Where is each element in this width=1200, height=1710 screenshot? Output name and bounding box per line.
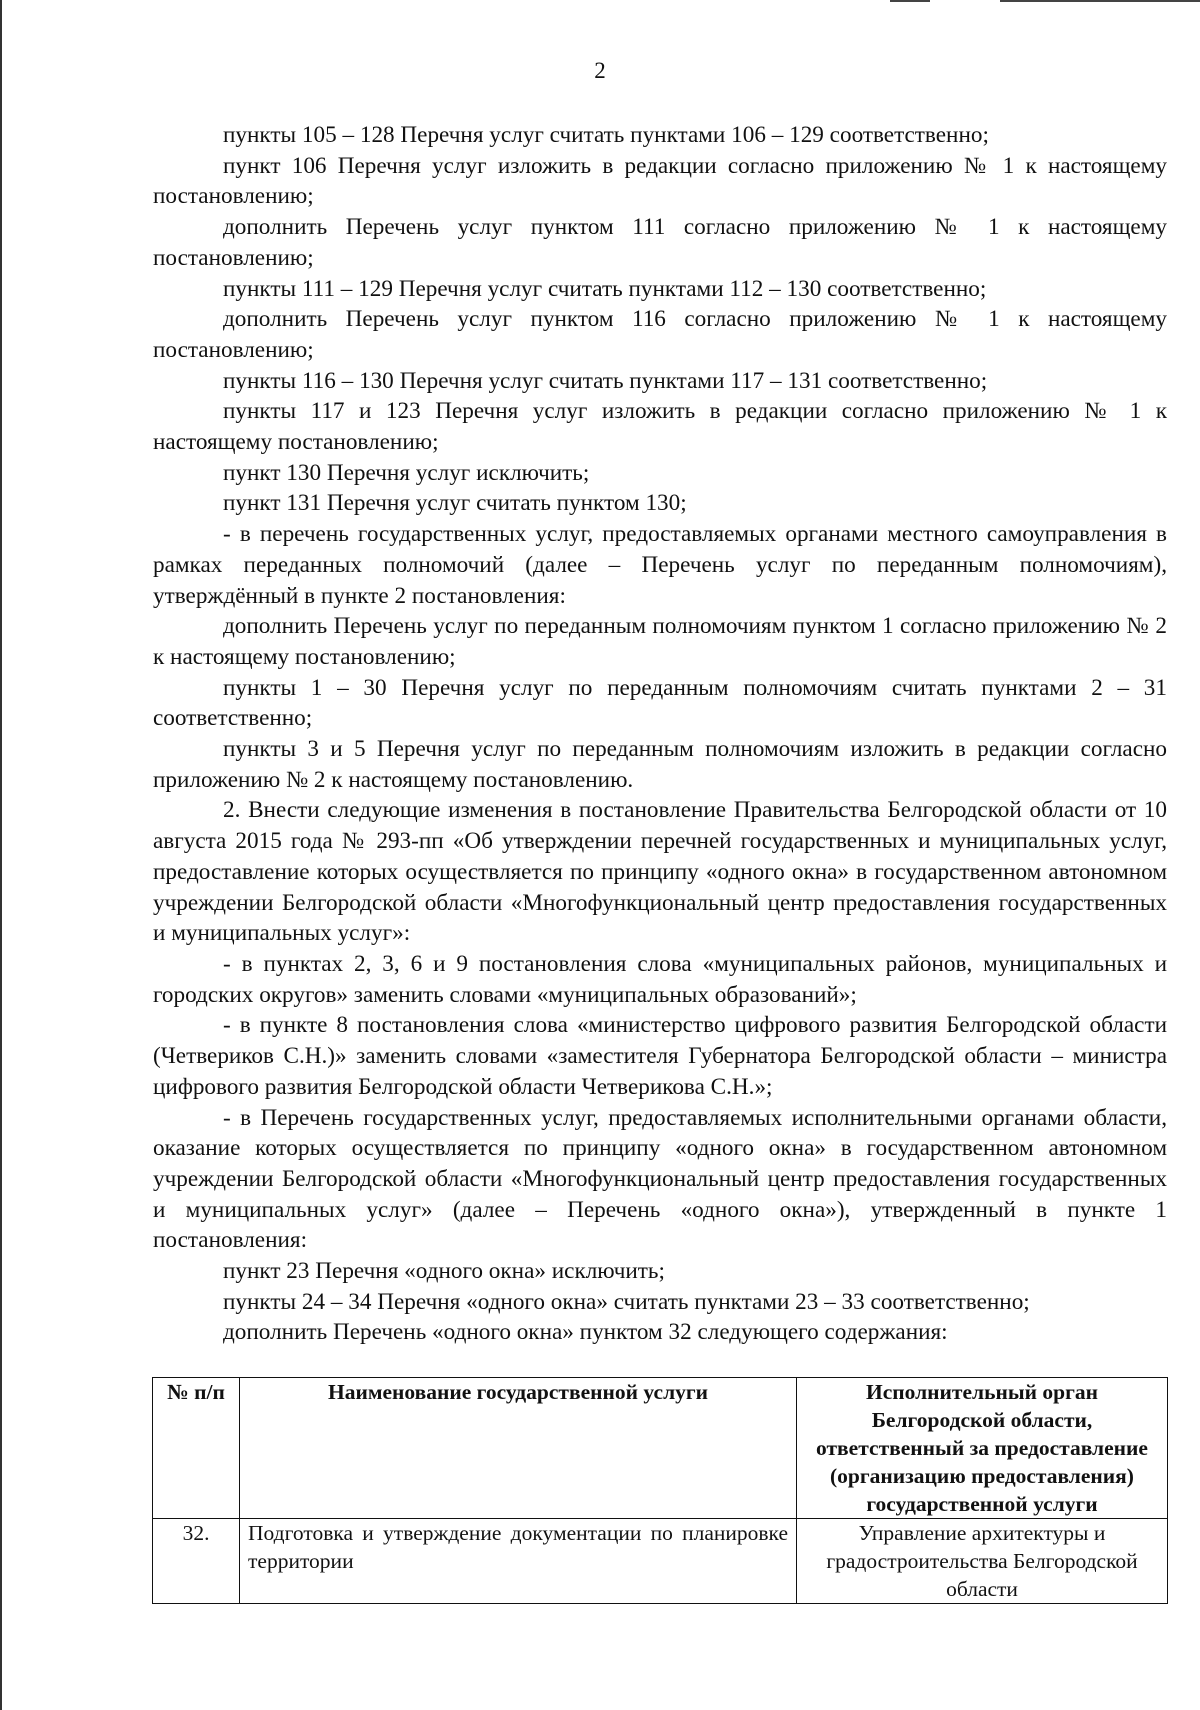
paragraph: пункт 23 Перечня «одного окна» исключить; <box>223 1258 665 1285</box>
paragraph: дополнить Перечень услуг по переданным полномочиям пунктом 1 согласно приложению № 2 к настоящему постановлению; <box>153 613 1167 670</box>
paragraph: пункты 117 и 123 Перечня услуг изложить в редакции согласно приложению № 1 к настоящему постановлению; <box>153 398 1167 456</box>
paragraph: пункты 105 – 128 Перечня услуг считать пунктами 106 – 129 соответственно; <box>223 122 989 148</box>
header-number: № п/п <box>153 1378 240 1519</box>
paragraph: - в пункте 8 постановления слова «министерство цифрового развития Белгородской области (Четвериков С.Н.)» заменить словами «заместителя Губернатора Белгородской области – министра цифрового развития Белгородской области Четверикова С.Н.»; <box>153 1012 1167 1100</box>
paragraph: пункты 3 и 5 Перечня услуг по переданным полномочиям изложить в редакции согласно приложению № 2 к настоящему постановлению. <box>153 736 1167 793</box>
paragraph: - в пунктах 2, 3, 6 и 9 постановления слова «муниципальных районов, муниципальных и городских округов» заменить словами «муниципальных образований»; <box>153 950 1167 1008</box>
paragraph: пункт 130 Перечня услуг исключить; <box>223 459 590 486</box>
scan-edge-top <box>890 0 930 2</box>
table-row <box>153 1519 1168 1604</box>
paragraph: пункт 106 Перечня услуг изложить в редакции согласно приложению № 1 к настоящему постановлению; <box>153 152 1167 210</box>
scan-edge-top <box>1000 0 1200 2</box>
row-service-name: Подготовка и утверждение документации по планировке территории <box>240 1519 797 1604</box>
header-authority: Исполнительный орган Белгородской области, ответственный за предоставление (организацию предоставления) государственной услуги <box>797 1378 1168 1519</box>
row-authority: Управление архитектуры и градостроительства Белгородской области <box>797 1519 1168 1604</box>
table-header-row <box>153 1378 1168 1519</box>
paragraph: дополнить Перечень услуг пунктом 111 согласно приложению № 1 к настоящему постановлению; <box>153 214 1167 271</box>
paragraph: пункты 111 – 129 Перечня услуг считать пунктами 112 – 130 соответственно; <box>223 275 987 302</box>
scan-edge-left <box>0 0 2 1710</box>
page-number: 2 <box>594 58 606 83</box>
paragraph: - в перечень государственных услуг, предоставляемых органами местного самоуправления в рамках переданных полномочий (далее – Перечень услуг по переданным полномочиям), утверждённый в пункте 2 постановления: <box>153 521 1167 609</box>
document-body <box>153 120 1167 1348</box>
header-service-name: Наименование государственной услуги <box>240 1378 797 1519</box>
paragraph: - в Перечень государственных услуг, предоставляемых исполнительными органами области, оказание которых осуществляется по принципу «одного окна» в государственном автономном учреждении Белгородской области «Многофункциональный центр предоставления государственных и муниципальных услуг» (далее – Перечень «одного окна»), утвержденный в пункте 1 постановления: <box>153 1104 1167 1254</box>
paragraph: пункты 116 – 130 Перечня услуг считать пунктами 117 – 131 соответственно; <box>223 367 988 394</box>
services-table <box>152 1377 1168 1604</box>
paragraph: 2. Внести следующие изменения в постановление Правительства Белгородской области от 10 августа 2015 года № 293-пп «Об утверждении перечней государственных и муниципальных услуг, предоставление которых осуществляется по принципу «одного окна» в государственном автономном учреждении Белгородской области «Многофункциональный центр предоставления государственных и муниципальных услуг»: <box>153 797 1167 947</box>
paragraph: пункты 24 – 34 Перечня «одного окна» считать пунктами 23 – 33 соответственно; <box>223 1288 1030 1315</box>
paragraph: пункты 1 – 30 Перечня услуг по переданным полномочиям считать пунктами 2 – 31 соответственно; <box>153 674 1167 732</box>
paragraph: дополнить Перечень услуг пунктом 116 согласно приложению № 1 к настоящему постановлению; <box>153 306 1167 363</box>
row-number: 32. <box>153 1519 240 1604</box>
paragraph: пункт 131 Перечня услуг считать пунктом 130; <box>223 490 687 517</box>
paragraph: дополнить Перечень «одного окна» пунктом 32 следующего содержания: <box>223 1319 948 1346</box>
